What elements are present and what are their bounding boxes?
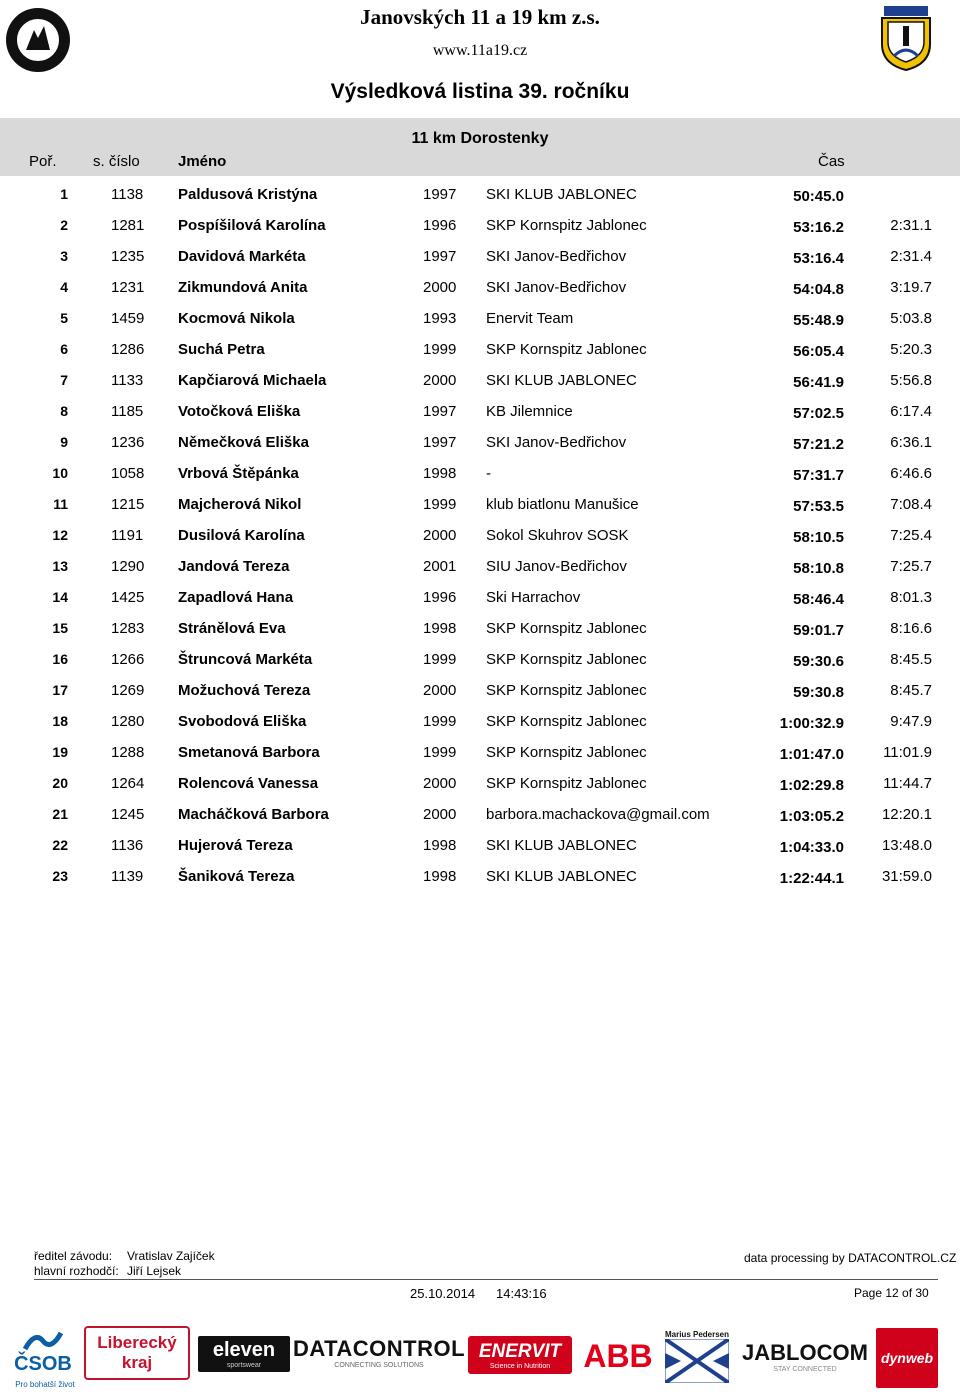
row-club: SKP Kornspitz Jablonec <box>486 620 647 637</box>
director-label: ředitel závodu: <box>34 1249 113 1263</box>
row-birth-year: 1999 <box>423 744 457 761</box>
row-club: SKP Kornspitz Jablonec <box>486 713 647 730</box>
row-start-number: 1136 <box>111 837 144 854</box>
row-birth-year: 1996 <box>423 217 457 234</box>
marius-pedersen-flag-icon <box>665 1339 729 1383</box>
row-time-gap: 5:03.8 <box>890 310 932 327</box>
datacontrol-wordmark: DATACONTROL <box>292 1335 466 1361</box>
page-number: Page 12 of 30 <box>854 1286 929 1300</box>
row-birth-year: 2000 <box>423 279 457 296</box>
row-birth-year: 2001 <box>423 558 457 575</box>
row-time: 59:01.7 <box>793 622 844 639</box>
row-time-gap: 7:08.4 <box>890 496 932 513</box>
print-date: 25.10.2014 <box>410 1286 476 1301</box>
row-position: 4 <box>60 279 68 295</box>
row-club: KB Jilemnice <box>486 403 573 420</box>
row-birth-year: 1998 <box>423 620 457 637</box>
column-header-position: Poř. <box>29 153 57 170</box>
row-time-gap: 6:36.1 <box>890 434 932 451</box>
row-name: Pospíšilová Karolína <box>178 217 326 234</box>
table-row <box>0 465 960 495</box>
row-time-gap: 7:25.4 <box>890 527 932 544</box>
row-start-number: 1290 <box>111 558 145 575</box>
row-time-gap: 8:01.3 <box>890 589 932 606</box>
row-time-gap: 31:59.0 <box>881 868 932 885</box>
row-birth-year: 1999 <box>423 713 457 730</box>
row-position: 11 <box>53 496 68 512</box>
table-row <box>0 310 960 340</box>
row-start-number: 1459 <box>111 310 145 327</box>
row-club: - <box>486 465 491 482</box>
row-position: 5 <box>60 310 68 326</box>
row-birth-year: 1997 <box>423 248 457 265</box>
row-position: 2 <box>60 217 68 233</box>
marius-pedersen-wordmark: Marius Pedersen <box>664 1329 730 1339</box>
abb-logo: ABB <box>583 1337 653 1374</box>
eleven-logo <box>198 1336 290 1372</box>
row-start-number: 1286 <box>111 341 145 358</box>
row-time: 57:31.7 <box>793 467 844 484</box>
table-row <box>0 496 960 526</box>
row-name: Svobodová Eliška <box>178 713 307 730</box>
row-start-number: 1058 <box>111 465 145 482</box>
csob-wave-icon <box>23 1329 63 1353</box>
row-start-number: 1266 <box>111 651 145 668</box>
table-row <box>0 620 960 650</box>
row-start-number: 1185 <box>111 403 144 420</box>
row-birth-year: 2000 <box>423 527 457 544</box>
liberecky-kraj-logo <box>84 1326 190 1380</box>
table-row <box>0 651 960 681</box>
director-name: Vratislav Zajíček <box>127 1249 215 1263</box>
data-processing-credit: data processing by DATACONTROL.CZ <box>744 1251 957 1265</box>
row-start-number: 1280 <box>111 713 145 730</box>
row-position: 20 <box>52 775 68 791</box>
row-start-number: 1191 <box>111 527 144 544</box>
row-name: Štruncová Markéta <box>178 651 313 668</box>
row-club: SKP Kornspitz Jablonec <box>486 744 647 761</box>
row-birth-year: 1997 <box>423 403 457 420</box>
table-row <box>0 589 960 619</box>
row-time-gap: 8:16.6 <box>890 620 932 637</box>
datacontrol-tagline: CONNECTING SOLUTIONS <box>334 1361 424 1369</box>
row-time-gap: 3:19.7 <box>890 279 932 296</box>
row-name: Votočková Eliška <box>178 403 301 420</box>
row-name: Kapčiarová Michaela <box>178 372 327 389</box>
row-start-number: 1138 <box>111 186 144 203</box>
row-time: 56:41.9 <box>793 374 844 391</box>
row-time-gap: 6:17.4 <box>890 403 932 420</box>
row-time-gap: 6:46.6 <box>890 465 932 482</box>
table-row <box>0 558 960 588</box>
referee-label: hlavní rozhodčí: <box>34 1264 119 1278</box>
row-position: 15 <box>52 620 68 636</box>
table-row <box>0 775 960 805</box>
row-birth-year: 1997 <box>423 434 457 451</box>
row-club: SKI KLUB JABLONEC <box>486 186 637 203</box>
row-time: 53:16.4 <box>793 250 844 267</box>
row-position: 21 <box>52 806 68 822</box>
row-start-number: 1264 <box>111 775 145 792</box>
row-position: 8 <box>60 403 68 419</box>
page-title: Janovských 11 a 19 km z.s. <box>360 5 600 29</box>
row-start-number: 1288 <box>111 744 145 761</box>
row-position: 17 <box>52 682 68 698</box>
row-name: Jandová Tereza <box>178 558 290 575</box>
row-time: 57:02.5 <box>793 405 844 422</box>
row-birth-year: 1997 <box>423 186 457 203</box>
jablocom-tagline: STAY CONNECTED <box>773 1365 837 1373</box>
row-time-gap: 12:20.1 <box>881 806 932 823</box>
row-name: Kocmová Nikola <box>178 310 295 327</box>
row-birth-year: 1998 <box>423 465 457 482</box>
row-position: 12 <box>52 527 68 543</box>
row-position: 14 <box>52 589 68 605</box>
row-time: 56:05.4 <box>793 343 844 360</box>
sponsor-bar <box>0 1318 960 1396</box>
table-row <box>0 186 960 216</box>
row-club: SKI Janov-Bedřichov <box>486 434 627 451</box>
row-birth-year: 1998 <box>423 837 457 854</box>
row-time-gap: 8:45.5 <box>890 651 932 668</box>
table-row <box>0 403 960 433</box>
row-time: 1:01:47.0 <box>779 746 844 763</box>
website-url: www.11a19.cz <box>432 42 528 59</box>
csob-tagline: Pro bohatší život <box>15 1379 75 1389</box>
table-row <box>0 279 960 309</box>
liberecky-wordmark-bottom: kraj <box>121 1353 153 1372</box>
column-header-time: Čas <box>818 153 845 170</box>
table-row <box>0 372 960 402</box>
row-birth-year: 1999 <box>423 651 457 668</box>
row-time: 58:46.4 <box>793 591 844 608</box>
row-time-gap: 7:25.7 <box>890 558 932 575</box>
row-start-number: 1139 <box>111 868 144 885</box>
row-position: 19 <box>52 744 68 760</box>
row-time: 1:03:05.2 <box>779 808 844 825</box>
row-club: SKP Kornspitz Jablonec <box>486 341 647 358</box>
row-birth-year: 2000 <box>423 682 457 699</box>
row-name: Suchá Petra <box>178 341 265 358</box>
row-position: 22 <box>52 837 68 853</box>
row-time: 50:45.0 <box>793 188 844 205</box>
row-start-number: 1269 <box>111 682 145 699</box>
row-club: barbora.machackova@gmail.com <box>486 806 710 823</box>
row-time-gap: 2:31.4 <box>890 248 932 265</box>
row-club: SKI KLUB JABLONEC <box>486 868 637 885</box>
row-birth-year: 2000 <box>423 806 457 823</box>
row-time-gap: 13:48.0 <box>881 837 932 854</box>
table-row <box>0 713 960 743</box>
dynweb-logo: dynweb <box>876 1328 938 1388</box>
row-name: Dusilová Karolína <box>178 527 305 544</box>
marius-pedersen-logo <box>662 1326 732 1386</box>
row-name: Smetanová Barbora <box>178 744 320 761</box>
table-row <box>0 434 960 464</box>
row-position: 6 <box>60 341 68 357</box>
row-position: 16 <box>52 651 68 667</box>
referee-name: Jiří Lejsek <box>127 1264 182 1278</box>
row-start-number: 1283 <box>111 620 145 637</box>
row-time: 1:00:32.9 <box>779 715 844 732</box>
row-position: 13 <box>52 558 68 574</box>
eleven-tagline: sportswear <box>226 1362 262 1369</box>
row-name: Zapadlová Hana <box>178 589 294 606</box>
row-time: 59:30.8 <box>793 684 844 701</box>
table-row <box>0 806 960 836</box>
row-time: 58:10.5 <box>793 529 844 546</box>
datacontrol-logo <box>294 1332 464 1372</box>
row-name: Paldusová Kristýna <box>178 186 318 203</box>
csob-wordmark: ČSOB <box>14 1352 72 1375</box>
jablocom-wordmark: JABLOCOM <box>742 1339 868 1365</box>
row-time-gap: 5:20.3 <box>890 341 932 358</box>
row-club: klub biatlonu Manušice <box>486 496 639 513</box>
row-club: SKI KLUB JABLONEC <box>486 837 637 854</box>
row-name: Možuchová Tereza <box>178 682 311 699</box>
row-position: 18 <box>52 713 68 729</box>
row-time-gap: 2:31.1 <box>890 217 932 234</box>
row-club: SKI Janov-Bedřichov <box>486 248 627 265</box>
row-birth-year: 2000 <box>423 372 457 389</box>
row-time-gap: 9:47.9 <box>890 713 932 730</box>
row-name: Stránělová Eva <box>178 620 286 637</box>
row-time-gap: 11:01.9 <box>883 744 932 761</box>
row-position: 1 <box>60 186 68 202</box>
jablocom-logo <box>740 1336 870 1376</box>
table-row <box>0 682 960 712</box>
row-club: SIU Janov-Bedřichov <box>486 558 627 575</box>
row-start-number: 1281 <box>111 217 145 234</box>
row-name: Davidová Markéta <box>178 248 306 265</box>
row-position: 3 <box>60 248 68 264</box>
row-start-number: 1245 <box>111 806 145 823</box>
row-club: SKI Janov-Bedřichov <box>486 279 627 296</box>
table-row <box>0 341 960 371</box>
eleven-wordmark: eleven <box>212 1339 276 1361</box>
row-club: Ski Harrachov <box>486 589 581 606</box>
row-club: SKP Kornspitz Jablonec <box>486 651 647 668</box>
row-birth-year: 1998 <box>423 868 457 885</box>
row-time-gap: 5:56.8 <box>890 372 932 389</box>
print-time: 14:43:16 <box>496 1286 547 1301</box>
row-birth-year: 1999 <box>423 496 457 513</box>
row-position: 9 <box>60 434 68 450</box>
enervit-wordmark: ENERVIT <box>478 1340 562 1362</box>
column-header-name: Jméno <box>178 153 227 170</box>
row-start-number: 1236 <box>111 434 145 451</box>
row-name: Vrbová Štěpánka <box>178 465 299 482</box>
table-row <box>0 248 960 278</box>
row-time: 1:04:33.0 <box>779 839 844 856</box>
enervit-tagline: Science in Nutrition <box>489 1362 551 1370</box>
row-time-gap: 8:45.7 <box>890 682 932 699</box>
row-time-gap: 11:44.7 <box>883 775 932 792</box>
row-position: 7 <box>60 372 68 388</box>
row-name: Šaniková Tereza <box>178 868 295 885</box>
row-start-number: 1133 <box>111 372 144 389</box>
row-time: 57:21.2 <box>793 436 844 453</box>
row-start-number: 1235 <box>111 248 145 265</box>
category-title: 11 km Dorostenky <box>411 130 549 147</box>
row-position: 23 <box>52 868 68 884</box>
row-club: SKI KLUB JABLONEC <box>486 372 637 389</box>
row-birth-year: 1999 <box>423 341 457 358</box>
table-row <box>0 217 960 247</box>
liberecky-wordmark-top: Liberecký <box>97 1333 177 1352</box>
row-name: Rolencová Vanessa <box>178 775 319 792</box>
column-header-number: s. číslo <box>93 153 140 170</box>
row-start-number: 1215 <box>111 496 145 513</box>
row-birth-year: 1996 <box>423 589 457 606</box>
row-position: 10 <box>52 465 68 481</box>
row-name: Němečková Eliška <box>178 434 309 451</box>
row-name: Macháčková Barbora <box>178 806 329 823</box>
csob-logo <box>10 1324 76 1380</box>
row-start-number: 1231 <box>111 279 145 296</box>
footer-divider <box>34 1279 938 1280</box>
row-club: SKP Kornspitz Jablonec <box>486 775 647 792</box>
row-birth-year: 2000 <box>423 775 457 792</box>
table-row <box>0 744 960 774</box>
table-row <box>0 837 960 867</box>
results-subtitle: Výsledková listina 39. ročníku <box>330 80 630 103</box>
row-time: 58:10.8 <box>793 560 844 577</box>
row-time: 53:16.2 <box>793 219 844 236</box>
row-time: 1:02:29.8 <box>779 777 844 794</box>
row-name: Zikmundová Anita <box>178 279 308 296</box>
enervit-logo <box>468 1336 572 1374</box>
row-time: 59:30.6 <box>793 653 844 670</box>
row-time: 57:53.5 <box>793 498 844 515</box>
row-name: Hujerová Tereza <box>178 837 293 854</box>
row-club: SKP Kornspitz Jablonec <box>486 682 647 699</box>
row-name: Majcherová Nikol <box>178 496 302 513</box>
row-birth-year: 1993 <box>423 310 457 327</box>
row-club: Enervit Team <box>486 310 574 327</box>
row-time: 55:48.9 <box>793 312 844 329</box>
table-row <box>0 527 960 557</box>
row-time: 1:22:44.1 <box>779 870 844 887</box>
row-club: SKP Kornspitz Jablonec <box>486 217 647 234</box>
row-club: Sokol Skuhrov SOSK <box>486 527 629 544</box>
table-row <box>0 868 960 898</box>
row-time: 54:04.8 <box>793 281 844 298</box>
row-start-number: 1425 <box>111 589 145 606</box>
